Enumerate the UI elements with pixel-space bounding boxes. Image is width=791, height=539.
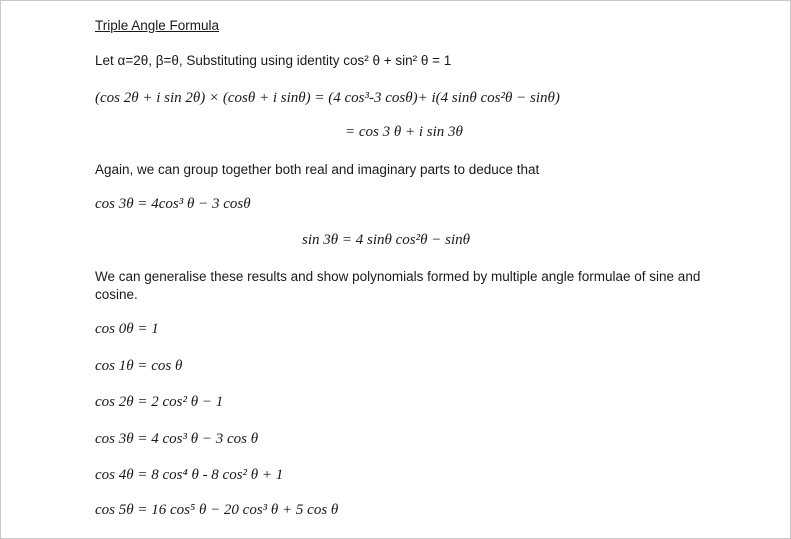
sin3-formula: sin 3θ = 4 sinθ cos²θ − sinθ xyxy=(302,232,470,248)
cos-multiple-1: cos 1θ = cos θ xyxy=(95,358,183,374)
group-text: Again, we can group together both real and imaginary parts to deduce that xyxy=(95,162,540,177)
expansion-result: = cos 3 θ + i sin 3θ xyxy=(345,124,463,140)
cos-multiple-0: cos 0θ = 1 xyxy=(95,321,159,337)
generalise-text: We can generalise these results and show polynomials formed by multiple angle formulae of sine and cosine. xyxy=(95,269,701,302)
intro-line: Let α=2θ, β=θ, Substituting using identity cos² θ + sin² θ = 1 xyxy=(95,53,452,68)
cos-multiple-3: cos 3θ = 4 cos³ θ − 3 cos θ xyxy=(95,431,259,447)
cos-multiple-5: cos 5θ = 16 cos⁵ θ − 20 cos³ θ + 5 cos θ xyxy=(95,502,339,518)
cos-multiple-2: cos 2θ = 2 cos² θ − 1 xyxy=(95,394,224,410)
document-title: Triple Angle Formula xyxy=(95,18,220,33)
cos-multiple-4: cos 4θ = 8 cos⁴ θ - 8 cos² θ + 1 xyxy=(95,467,284,483)
expansion-equation: (cos 2θ + i sin 2θ) × (cosθ + i sinθ) = (4 cos³-3 cosθ)+ i(4 sinθ cos²θ − sinθ) xyxy=(95,90,560,106)
cos3-formula: cos 3θ = 4cos³ θ − 3 cosθ xyxy=(95,196,251,212)
